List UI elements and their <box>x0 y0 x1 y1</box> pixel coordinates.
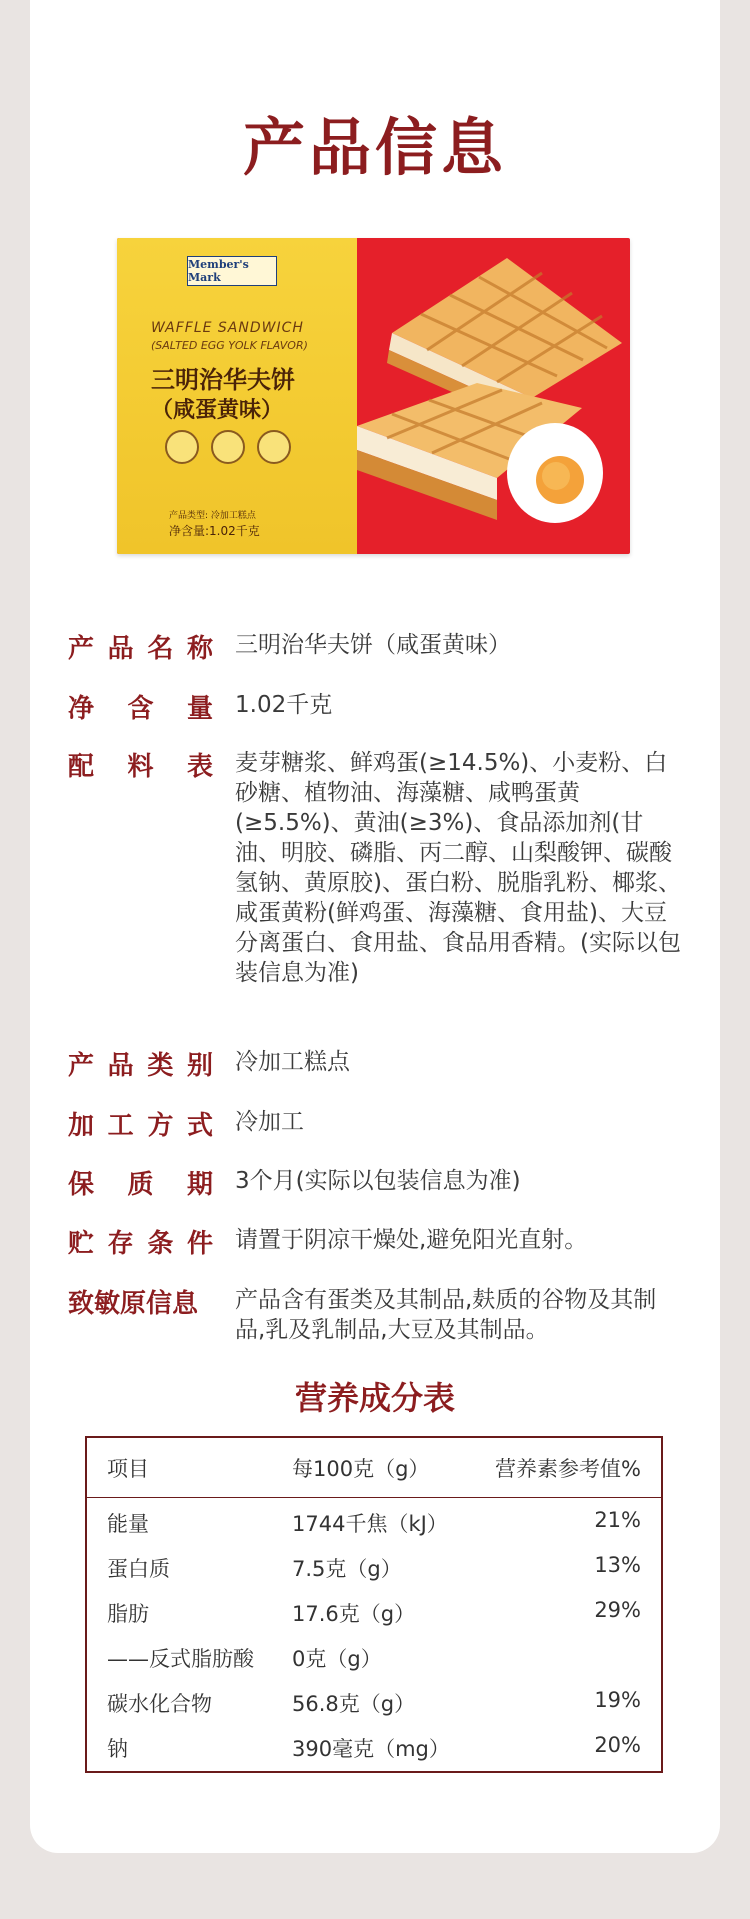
nutrient-name: 碳水化合物 <box>107 1692 212 1716</box>
nutrient-amount: 390毫克（mg） <box>292 1737 450 1761</box>
product-image <box>117 238 630 554</box>
nutrient-nrv: 19% <box>594 1688 641 1712</box>
nutrition-header-row <box>87 1438 661 1498</box>
info-value: 请置于阴凉干燥处,避免阳光直射。 <box>235 1227 588 1253</box>
box-chinese-name: 三明治华夫饼 <box>151 366 295 394</box>
table-row <box>87 1688 661 1732</box>
info-label: 配料表 <box>68 752 213 782</box>
nutrient-name: ——反式脂肪酸 <box>107 1647 254 1671</box>
nutrient-name: 钠 <box>107 1737 128 1761</box>
info-label: 产品类别 <box>68 1051 213 1081</box>
nutrient-amount: 56.8克（g） <box>292 1692 416 1716</box>
salted-egg-icon <box>507 423 603 523</box>
nutrition-table <box>85 1436 663 1773</box>
box-net-label: 净含量:1.02千克 <box>169 524 260 538</box>
badge-icon <box>257 430 291 464</box>
page-title: 产品信息 <box>242 111 507 184</box>
box-badges <box>165 430 291 464</box>
box-type-label: 产品类型: 冷加工糕点 <box>169 511 256 521</box>
nutrient-amount: 17.6克（g） <box>292 1602 416 1626</box>
nutrient-nrv: 20% <box>594 1733 641 1757</box>
table-row <box>87 1643 661 1687</box>
header-cell: 每100克（g） <box>292 1457 430 1481</box>
header-cell: 项目 <box>107 1457 149 1481</box>
nutrient-amount: 1744千焦（kJ） <box>292 1512 448 1536</box>
table-row <box>87 1598 661 1642</box>
header-cell: 营养素参考值% <box>495 1457 641 1481</box>
nutrition-title: 营养成分表 <box>294 1379 455 1417</box>
nutrient-nrv: 21% <box>594 1508 641 1532</box>
badge-icon <box>211 430 245 464</box>
info-value: 3个月(实际以包装信息为准) <box>235 1168 521 1194</box>
info-label: 保质期 <box>68 1170 213 1200</box>
waffle-illustration <box>357 238 630 554</box>
nutrient-nrv: 13% <box>594 1553 641 1577</box>
info-label: 致敏原信息 <box>68 1289 199 1319</box>
info-label: 加工方式 <box>68 1111 213 1141</box>
box-english-flavor: (SALTED EGG YOLK FLAVOR) <box>151 339 308 352</box>
nutrient-name: 脂肪 <box>107 1602 149 1626</box>
info-value: 冷加工 <box>235 1109 304 1135</box>
info-value: 麦芽糖浆、鲜鸡蛋(≥14.5%)、小麦粉、白砂糖、植物油、海藻糖、咸鸭蛋黄(≥5.5%)、黄油(≥3%)、食品添加剂(甘油、明胶、磷脂、丙二醇、山梨酸钾、碳酸氢钠、黄原胶)、蛋白粉、脱脂乳粉、椰浆、咸蛋黄粉(鲜鸡蛋、海藻糖、食用盐)、大豆分离蛋白、食用盐、食品用香精。(实际以包装信息为准) <box>235 750 681 986</box>
brand-logo: Member's Mark <box>187 256 277 286</box>
nutrient-name: 能量 <box>107 1512 149 1536</box>
info-value: 1.02千克 <box>235 692 333 718</box>
info-value: 产品含有蛋类及其制品,麸质的谷物及其制品,乳及乳制品,大豆及其制品。 <box>235 1287 657 1343</box>
nutrient-amount: 0克（g） <box>292 1647 382 1671</box>
box-chinese-flavor: （咸蛋黄味） <box>151 398 284 423</box>
table-row <box>87 1553 661 1597</box>
box-english-name: WAFFLE SANDWICH <box>151 320 304 336</box>
info-value: 冷加工糕点 <box>235 1049 350 1075</box>
nutrient-amount: 7.5克（g） <box>292 1557 402 1581</box>
info-value: 三明治华夫饼（咸蛋黄味） <box>235 632 511 658</box>
info-label: 净含量 <box>68 694 213 724</box>
info-label: 产品名称 <box>68 634 213 664</box>
nutrient-name: 蛋白质 <box>107 1557 170 1581</box>
table-row <box>87 1733 661 1777</box>
badge-icon <box>165 430 199 464</box>
table-row <box>87 1508 661 1552</box>
nutrient-nrv: 29% <box>594 1598 641 1622</box>
info-label: 贮存条件 <box>68 1229 213 1259</box>
